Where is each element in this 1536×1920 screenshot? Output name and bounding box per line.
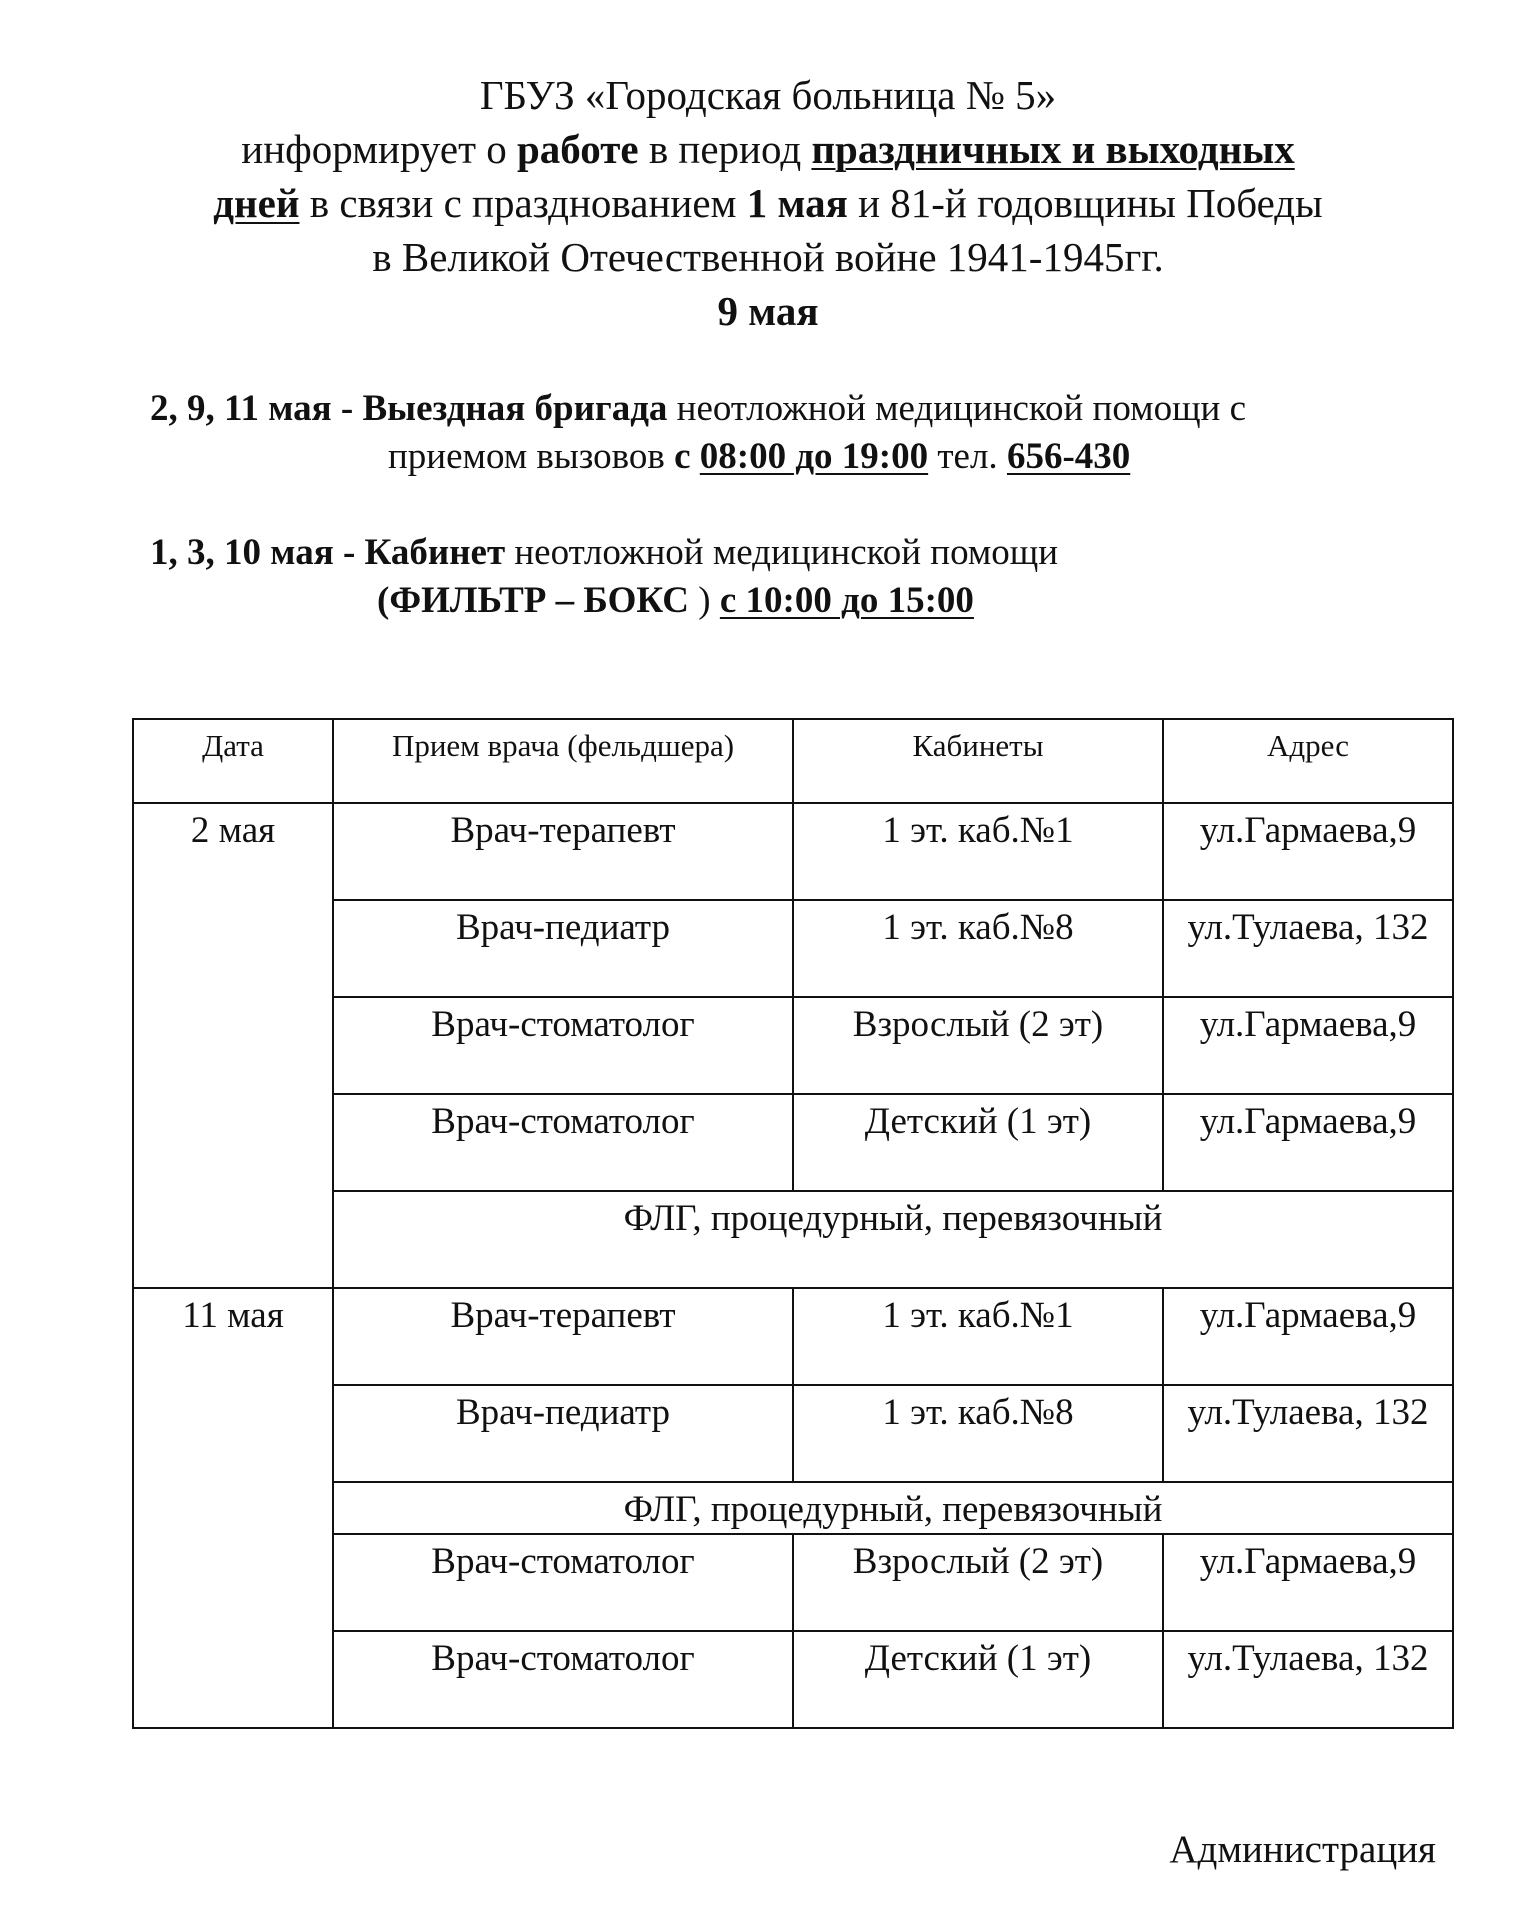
cabinet-filter-box: (ФИЛЬТР – БОКС [377, 580, 690, 621]
address-cell: ул.Гармаева,9 [1163, 1288, 1453, 1385]
brigade-title: Выездная бригада [362, 388, 668, 429]
cabinet-cell: 1 эт. каб.№8 [793, 900, 1163, 997]
announcement-heading [0, 68, 1536, 338]
column-header-cabinet: Кабинеты [793, 719, 1163, 803]
address-cell: ул.Гармаева,9 [1163, 997, 1453, 1094]
address-cell: ул.Гармаева,9 [1163, 803, 1453, 900]
doctor-cell: Врач-терапевт [333, 1288, 793, 1385]
heading-may9: 9 мая [717, 288, 819, 334]
doctor-cell: Врач-стоматолог [333, 1631, 793, 1728]
brigade-time: 08:00 до 19:00 [699, 436, 929, 477]
cabinet-cell: 1 эт. каб.№1 [793, 1288, 1163, 1385]
table-row [133, 803, 1453, 900]
column-header-doctor: Прием врача (фельдшера) [333, 719, 793, 803]
doctor-cell: Врач-стоматолог [333, 1094, 793, 1191]
cabinet-line-2 [150, 577, 1410, 625]
brigade-line-1 [150, 385, 1410, 433]
heading-text: и 81-й годовщины Победы [847, 180, 1323, 226]
doctor-cell: Врач-педиатр [333, 900, 793, 997]
heading-text: информирует о [241, 126, 517, 172]
hospital-name: ГБУЗ «Городская больница № 5» [479, 72, 1057, 118]
doctor-cell: Врач-стоматолог [333, 997, 793, 1094]
cabinet-line-1 [150, 529, 1410, 577]
brigade-phone: 656-430 [1006, 436, 1131, 477]
cabinet-cell: Взрослый (2 эт) [793, 997, 1163, 1094]
cabinet-cell: 1 эт. каб.№8 [793, 1385, 1163, 1482]
cabinet-cell: 1 эт. каб.№1 [793, 803, 1163, 900]
signature-administration: Администрация [1169, 1828, 1436, 1871]
address-cell: ул.Тулаева, 132 [1163, 1385, 1453, 1482]
heading-line-5 [0, 284, 1536, 338]
address-cell: ул.Тулаева, 132 [1163, 900, 1453, 997]
cabinet-cell: Взрослый (2 эт) [793, 1534, 1163, 1631]
heading-line-4: в Великой Отечественной войне 1941-1945гг. [372, 234, 1164, 280]
heading-bold-work: работе [517, 126, 639, 172]
brigade-dates: 2, 9, 11 мая - [150, 388, 363, 429]
table-row [133, 1288, 1453, 1385]
column-header-date: Дата [133, 719, 333, 803]
schedule-table [132, 718, 1454, 1729]
emergency-cabinet-notice [150, 529, 1410, 625]
mobile-brigade-notice [150, 385, 1410, 481]
cabinet-title: Кабинет [364, 532, 506, 573]
brigade-phone-label: тел. [928, 436, 1007, 477]
date-cell: 2 мая [133, 803, 333, 1288]
cabinet-paren: ) [689, 580, 720, 621]
services-merged-cell: ФЛГ, процедурный, перевязочный [333, 1482, 1453, 1534]
heading-line-2 [0, 122, 1536, 176]
cabinet-cell: Детский (1 эт) [793, 1631, 1163, 1728]
doctor-cell: Врач-терапевт [333, 803, 793, 900]
heading-text: в период [638, 126, 812, 172]
column-header-address: Адрес [1163, 719, 1453, 803]
brigade-text: приемом вызовов [388, 436, 675, 477]
heading-bold-may1: 1 мая [746, 180, 848, 226]
address-cell: ул.Гармаева,9 [1163, 1094, 1453, 1191]
table-header-row [133, 719, 1453, 803]
doctor-cell: Врач-педиатр [333, 1385, 793, 1482]
address-cell: ул.Тулаева, 132 [1163, 1631, 1453, 1728]
cabinet-cell: Детский (1 эт) [793, 1094, 1163, 1191]
cabinet-time: с 10:00 до 15:00 [719, 580, 974, 621]
heading-holidays-underlined: праздничных и выходных [811, 126, 1295, 172]
brigade-time-prefix: с [674, 436, 700, 477]
heading-days-underlined: дней [213, 180, 300, 226]
brigade-text: неотложной медицинской помощи с [667, 388, 1247, 429]
heading-line-3 [0, 176, 1536, 230]
date-cell: 11 мая [133, 1288, 333, 1728]
services-merged-cell: ФЛГ, процедурный, перевязочный [333, 1191, 1453, 1288]
cabinet-text: неотложной медицинской помощи [505, 532, 1059, 573]
brigade-line-2 [150, 433, 1410, 481]
address-cell: ул.Гармаева,9 [1163, 1534, 1453, 1631]
cabinet-dates: 1, 3, 10 мая - [150, 532, 365, 573]
doctor-cell: Врач-стоматолог [333, 1534, 793, 1631]
heading-text: в связи с празднованием [299, 180, 747, 226]
